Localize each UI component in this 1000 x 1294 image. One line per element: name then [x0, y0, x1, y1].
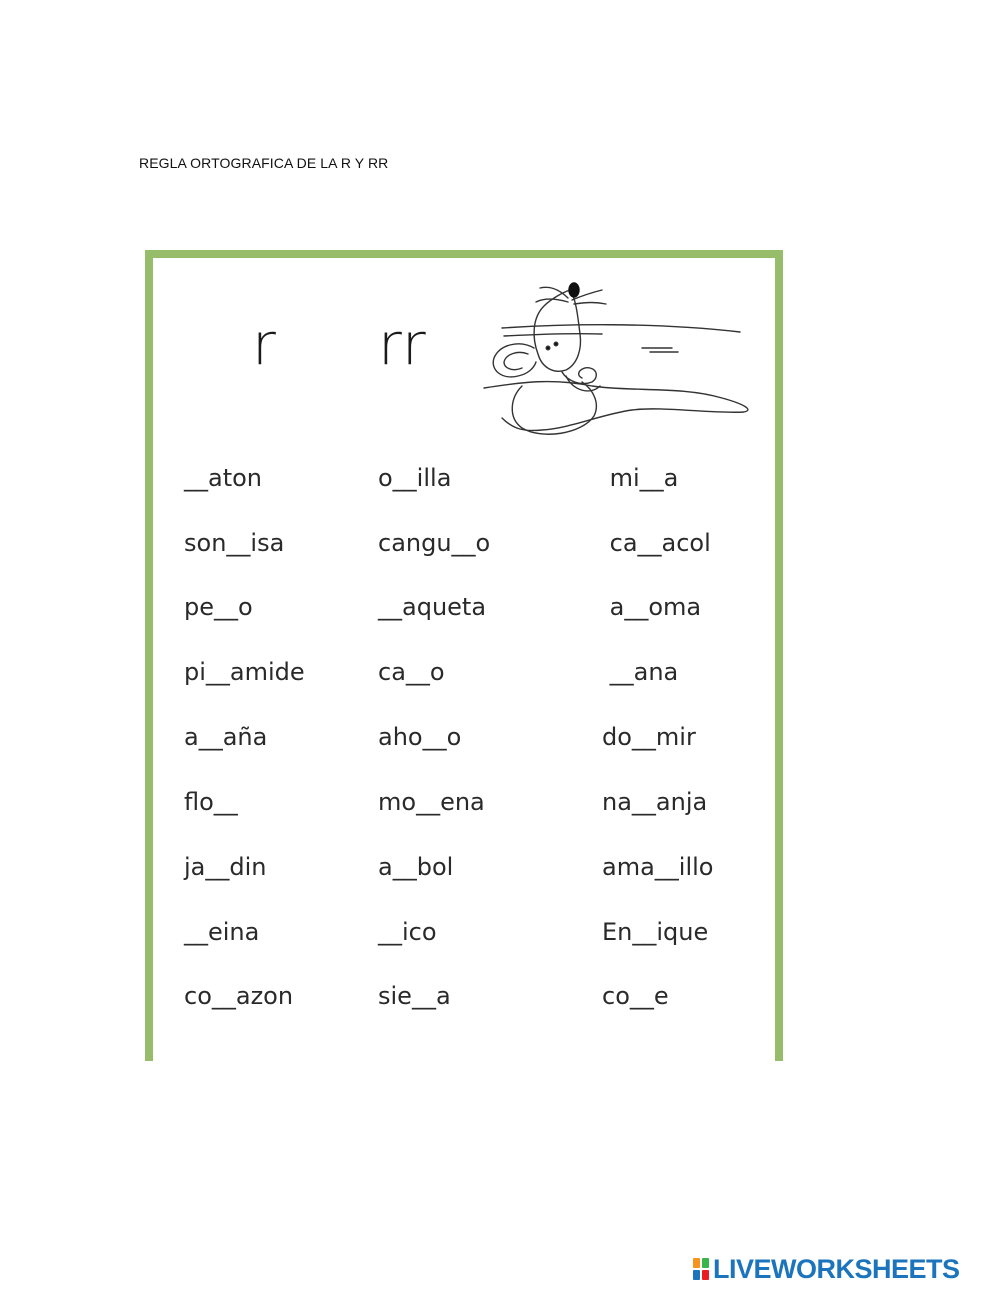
word-item: ama__illo — [602, 853, 714, 881]
header-rr: rr — [378, 310, 426, 378]
footer-brand[interactable] — [693, 1253, 960, 1284]
word-item: a__oma — [602, 593, 702, 621]
word-item: __aton — [184, 464, 263, 492]
word-item: pe__o — [184, 593, 253, 621]
word-item: flo__ — [184, 788, 238, 816]
word-item: __aqueta — [378, 593, 487, 621]
word-item: mo__ena — [378, 788, 485, 816]
word-item: co__e — [602, 982, 669, 1010]
header-r: r — [252, 310, 276, 378]
word-item: do__mir — [602, 723, 696, 751]
word-item: pi__amide — [184, 658, 305, 686]
word-item: En__ique — [602, 918, 709, 946]
word-item: a__aña — [184, 723, 268, 751]
word-item: ja__din — [184, 853, 267, 881]
word-item: ca__acol — [602, 529, 711, 557]
mouse-illustration — [482, 278, 754, 438]
word-item: __ana — [602, 658, 679, 686]
word-item: ca__o — [378, 658, 445, 686]
word-item: sie__a — [378, 982, 451, 1010]
word-item: co__azon — [184, 982, 294, 1010]
word-item: __ico — [378, 918, 437, 946]
word-item: a__bol — [378, 853, 454, 881]
page-title: REGLA ORTOGRAFICA DE LA R Y RR — [139, 155, 389, 171]
word-item: cangu__o — [378, 529, 491, 557]
word-item: o__illa — [378, 464, 452, 492]
word-item: __eina — [184, 918, 260, 946]
word-item: aho__o — [378, 723, 462, 751]
liveworksheets-logo-icon — [693, 1258, 709, 1280]
word-item: mi__a — [602, 464, 679, 492]
word-item: na__anja — [602, 788, 708, 816]
word-item: son__isa — [184, 529, 285, 557]
brand-name: LIVEWORKSHEETS — [713, 1253, 960, 1284]
